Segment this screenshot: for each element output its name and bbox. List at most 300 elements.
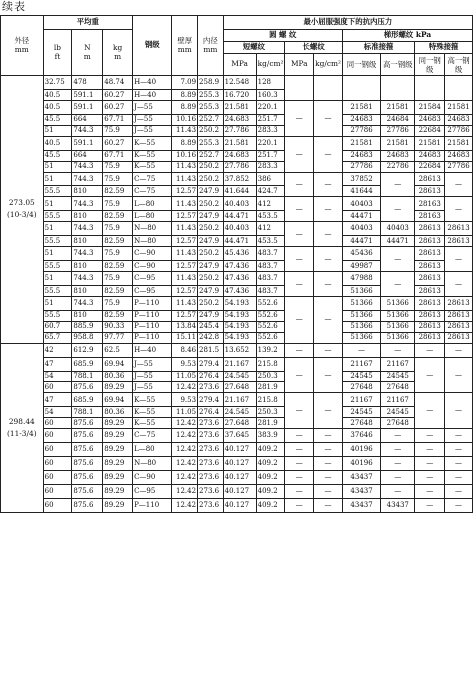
cell-special-same: 21584 — [415, 100, 445, 114]
cell-special-higher — [445, 76, 473, 101]
cell-long-mpa: — — [285, 484, 314, 498]
cell-lbft: 60.7 — [43, 321, 72, 332]
header-special-coupling: 特殊接箍 — [415, 42, 473, 54]
cell-std-higher: 27648 — [381, 382, 415, 393]
cell-short-mpa: 40.127 — [223, 498, 256, 512]
cell-kg-per-m: 75.9 — [103, 222, 133, 236]
cell-long-kgcm2: — — [314, 471, 343, 485]
cell-std-higher: 51366 — [381, 321, 415, 332]
cell-short-mpa: 44.471 — [223, 236, 256, 247]
cell-short-kgcm2: 483.7 — [256, 247, 285, 261]
cell-n-per-m: 810 — [72, 310, 103, 321]
cell-short-kgcm2: 453.5 — [256, 211, 285, 222]
cell-wall: 12.42 — [172, 429, 198, 443]
cell-long-mpa: — — [285, 272, 314, 297]
cell-wall: 11.43 — [172, 161, 198, 172]
cell-std-same: 44471 — [342, 211, 380, 222]
cell-n-per-m: 591.1 — [72, 136, 103, 150]
header-outer-diameter: 外径 mm — [1, 16, 44, 76]
outer-diameter-line: (11-3/4) — [7, 428, 37, 438]
cell-lbft: 60 — [43, 498, 72, 512]
cell-inner-diameter: 247.9 — [198, 211, 224, 222]
cell-wall: 11.43 — [172, 172, 198, 186]
cell-kg-per-m: 60.27 — [103, 89, 133, 100]
cell-std-same: 43437 — [342, 484, 380, 498]
cell-inner-diameter: 242.8 — [198, 332, 224, 343]
cell-n-per-m: 875.6 — [72, 471, 103, 485]
cell-wall: 9.53 — [172, 357, 198, 371]
table-row — [1, 457, 473, 471]
cell-short-kgcm2: 412 — [256, 222, 285, 236]
cell-n-per-m: 788.1 — [72, 371, 103, 382]
cell-wall: 8.89 — [172, 89, 198, 100]
cell-wall: 15.11 — [172, 332, 198, 343]
cell-kg-per-m: 75.9 — [103, 296, 133, 310]
cell-special-higher: — — [445, 272, 473, 297]
cell-std-higher: 51366 — [381, 296, 415, 310]
cell-grade: C—90 — [133, 471, 172, 485]
cell-special-same: 28163 — [415, 211, 445, 222]
cell-kg-per-m: 89.29 — [103, 443, 133, 457]
cell-short-kgcm2: 552.6 — [256, 310, 285, 321]
cell-short-kgcm2: 552.6 — [256, 332, 285, 343]
cell-std-higher: 21581 — [381, 136, 415, 150]
cell-special-higher: — — [445, 357, 473, 393]
table-row — [1, 382, 473, 393]
cell-special-same: — — [415, 498, 445, 512]
cell-wall: 11.43 — [172, 272, 198, 286]
cell-wall: 12.57 — [172, 236, 198, 247]
cell-short-mpa: 54.193 — [223, 296, 256, 310]
cell-grade: C—95 — [133, 272, 172, 286]
cell-lbft: 60 — [43, 457, 72, 471]
header-kgcm2-long: kg/cm² — [314, 54, 343, 76]
cell-wall: 10.16 — [172, 150, 198, 161]
cell-short-mpa: 27.648 — [223, 418, 256, 429]
cell-kg-per-m: 97.77 — [103, 332, 133, 343]
cell-short-mpa: 44.471 — [223, 211, 256, 222]
cell-short-mpa: 47.436 — [223, 261, 256, 272]
cell-long-kgcm2: — — [314, 197, 343, 222]
cell-special-higher: — — [445, 498, 473, 512]
cell-std-same: 51366 — [342, 296, 380, 310]
cell-std-higher — [381, 76, 415, 101]
cell-grade: N—80 — [133, 457, 172, 471]
cell-inner-diameter: 247.9 — [198, 261, 224, 272]
cell-grade: J—55 — [133, 382, 172, 393]
cell-short-mpa: 27.786 — [223, 161, 256, 172]
cell-special-same: 28613 — [415, 236, 445, 247]
cell-short-mpa: 21.167 — [223, 393, 256, 407]
cell-grade: C—75 — [133, 186, 172, 197]
header-higher-grade-special: 高一钢级 — [445, 54, 473, 76]
cell-wall: 12.42 — [172, 457, 198, 471]
cell-grade: J—55 — [133, 125, 172, 136]
cell-wall: 12.57 — [172, 310, 198, 321]
table-row — [1, 247, 473, 261]
cell-lbft: 51 — [43, 222, 72, 236]
cell-grade: P—110 — [133, 498, 172, 512]
table-row — [1, 76, 473, 90]
cell-wall: 12.42 — [172, 471, 198, 485]
table-row — [1, 418, 473, 429]
cell-lbft: 60 — [43, 429, 72, 443]
cell-std-same: 37852 — [342, 172, 380, 186]
cell-grade: L—80 — [133, 197, 172, 211]
cell-n-per-m: 744.3 — [72, 222, 103, 236]
cell-short-mpa: 16.720 — [223, 89, 256, 100]
cell-kg-per-m: 75.9 — [103, 272, 133, 286]
cell-short-mpa: 24.683 — [223, 150, 256, 161]
cell-kg-per-m: 82.59 — [103, 261, 133, 272]
cell-short-mpa: 12.548 — [223, 76, 256, 90]
cell-std-same: 24683 — [342, 150, 380, 161]
cell-long-mpa: — — [285, 100, 314, 136]
table-row — [1, 114, 473, 125]
cell-kg-per-m: 82.59 — [103, 310, 133, 321]
cell-short-kgcm2: 250.3 — [256, 407, 285, 418]
cell-special-same: 28613 — [415, 247, 445, 261]
cell-std-same: 51366 — [342, 310, 380, 321]
table-row — [1, 357, 473, 371]
cell-n-per-m: 744.3 — [72, 161, 103, 172]
cell-short-kgcm2: 409.2 — [256, 484, 285, 498]
cell-special-higher: — — [445, 343, 473, 357]
cell-std-higher: 24683 — [381, 150, 415, 161]
header-std-coupling: 标准接箍 — [342, 42, 414, 54]
cell-short-mpa: 41.644 — [223, 186, 256, 197]
cell-std-same: 40196 — [342, 443, 380, 457]
cell-n-per-m: 875.6 — [72, 429, 103, 443]
cell-n-per-m: 685.9 — [72, 393, 103, 407]
cell-grade: P—110 — [133, 296, 172, 310]
cell-std-same: 21581 — [342, 136, 380, 150]
cell-long-kgcm2: — — [314, 100, 343, 136]
cell-n-per-m: 875.6 — [72, 457, 103, 471]
cell-std-same: 37646 — [342, 429, 380, 443]
cell-std-higher: 21167 — [381, 357, 415, 371]
cell-std-higher: — — [381, 247, 415, 272]
cell-long-mpa: — — [285, 136, 314, 172]
cell-long-mpa — [285, 76, 314, 101]
cell-special-same: 28613 — [415, 186, 445, 197]
cell-kg-per-m: 82.59 — [103, 186, 133, 197]
cell-special-higher: 21581 — [445, 100, 473, 114]
continued-label: 续表 — [2, 0, 26, 13]
cell-lbft: 55.5 — [43, 310, 72, 321]
cell-wall: 12.57 — [172, 285, 198, 296]
cell-kg-per-m: 69.94 — [103, 393, 133, 407]
cell-special-same: — — [415, 393, 445, 429]
cell-long-mpa: — — [285, 457, 314, 471]
cell-short-kgcm2: 383.9 — [256, 429, 285, 443]
cell-lbft: 51 — [43, 172, 72, 186]
cell-special-same: 28613 — [415, 261, 445, 272]
cell-long-mpa: — — [285, 498, 314, 512]
cell-short-kgcm2: 552.6 — [256, 321, 285, 332]
cell-std-same: 44471 — [342, 236, 380, 247]
cell-inner-diameter: 250.2 — [198, 125, 224, 136]
cell-short-kgcm2: 220.1 — [256, 136, 285, 150]
cell-long-kgcm2: — — [314, 222, 343, 247]
cell-wall: 8.46 — [172, 343, 198, 357]
cell-std-same: 27786 — [342, 125, 380, 136]
cell-n-per-m: 875.6 — [72, 443, 103, 457]
cell-lbft: 51 — [43, 272, 72, 286]
cell-short-mpa: 40.403 — [223, 222, 256, 236]
cell-grade: P—110 — [133, 321, 172, 332]
cell-special-same: — — [415, 343, 445, 357]
cell-long-mpa: — — [285, 357, 314, 393]
cell-short-kgcm2: 250.3 — [256, 371, 285, 382]
table-row — [1, 343, 473, 357]
cell-special-higher: 28613 — [445, 236, 473, 247]
cell-std-same: 43437 — [342, 498, 380, 512]
cell-n-per-m: 591.1 — [72, 89, 103, 100]
cell-special-higher: 24683 — [445, 150, 473, 161]
cell-lbft: 51 — [43, 247, 72, 261]
cell-std-same: 51366 — [342, 285, 380, 296]
cell-wall: 12.57 — [172, 211, 198, 222]
outer-diameter-cell — [1, 343, 44, 512]
cell-short-kgcm2: 128 — [256, 76, 285, 90]
cell-grade: J—55 — [133, 371, 172, 382]
cell-n-per-m: 744.3 — [72, 272, 103, 286]
cell-wall: 11.05 — [172, 371, 198, 382]
cell-grade: H—40 — [133, 76, 172, 90]
cell-long-mpa: — — [285, 296, 314, 343]
cell-kg-per-m: 62.5 — [103, 343, 133, 357]
table-row — [1, 471, 473, 485]
table-row — [1, 125, 473, 136]
cell-std-higher: 21167 — [381, 393, 415, 407]
cell-short-mpa: 45.436 — [223, 247, 256, 261]
cell-long-mpa: — — [285, 222, 314, 247]
cell-grade: J—55 — [133, 357, 172, 371]
cell-special-same — [415, 76, 445, 101]
cell-short-kgcm2: 483.7 — [256, 261, 285, 272]
cell-short-mpa: 54.193 — [223, 332, 256, 343]
cell-lbft: 60 — [43, 471, 72, 485]
cell-lbft: 32.75 — [43, 76, 72, 90]
cell-kg-per-m: 89.29 — [103, 498, 133, 512]
cell-inner-diameter: 279.4 — [198, 357, 224, 371]
cell-wall: 12.57 — [172, 261, 198, 272]
cell-lbft: 51 — [43, 161, 72, 172]
cell-wall: 11.43 — [172, 247, 198, 261]
header-same-grade-std: 同一钢级 — [342, 54, 380, 76]
cell-lbft: 42 — [43, 343, 72, 357]
cell-std-same: 21167 — [342, 393, 380, 407]
table-row — [1, 484, 473, 498]
cell-wall: 11.43 — [172, 222, 198, 236]
cell-short-kgcm2: 552.6 — [256, 296, 285, 310]
cell-n-per-m: 591.1 — [72, 100, 103, 114]
cell-lbft: 45.5 — [43, 150, 72, 161]
header-unit-weight: 平均重 — [43, 16, 132, 30]
cell-special-higher: — — [445, 393, 473, 429]
header-long-thread: 长螺纹 — [285, 42, 343, 54]
cell-long-mpa: — — [285, 197, 314, 222]
cell-grade: H—40 — [133, 89, 172, 100]
cell-n-per-m: 744.3 — [72, 172, 103, 186]
cell-kg-per-m: 67.71 — [103, 150, 133, 161]
table-row — [1, 371, 473, 382]
cell-inner-diameter: 245.4 — [198, 321, 224, 332]
cell-special-same: 22684 — [415, 161, 445, 172]
cell-kg-per-m: 80.36 — [103, 407, 133, 418]
cell-n-per-m: 744.3 — [72, 125, 103, 136]
cell-n-per-m: 664 — [72, 114, 103, 125]
table-row — [1, 172, 473, 186]
cell-std-higher: — — [381, 343, 415, 357]
cell-special-higher: — — [445, 484, 473, 498]
cell-short-kgcm2: 409.2 — [256, 498, 285, 512]
cell-std-higher: — — [381, 272, 415, 297]
header-round-thread: 圆 螺 纹 — [223, 30, 342, 42]
cell-wall: 12.42 — [172, 484, 198, 498]
cell-lbft: 65.7 — [43, 332, 72, 343]
cell-special-higher: 28613 — [445, 310, 473, 321]
cell-std-same: 21581 — [342, 100, 380, 114]
cell-inner-diameter: 273.6 — [198, 484, 224, 498]
cell-short-mpa: 27.648 — [223, 382, 256, 393]
cell-inner-diameter: 276.4 — [198, 407, 224, 418]
cell-std-higher: 51366 — [381, 310, 415, 321]
cell-special-same: 28613 — [415, 285, 445, 296]
cell-std-same: 49987 — [342, 261, 380, 272]
cell-wall: 8.89 — [172, 136, 198, 150]
cell-long-mpa: — — [285, 393, 314, 429]
cell-wall: 10.16 — [172, 114, 198, 125]
cell-special-same: 28613 — [415, 222, 445, 236]
cell-kg-per-m: 89.29 — [103, 471, 133, 485]
cell-lbft: 60 — [43, 443, 72, 457]
cell-lbft: 54 — [43, 407, 72, 418]
cell-inner-diameter: 279.4 — [198, 393, 224, 407]
cell-n-per-m: 810 — [72, 186, 103, 197]
cell-std-higher: — — [381, 172, 415, 197]
table-row — [1, 321, 473, 332]
cell-wall: 12.42 — [172, 443, 198, 457]
cell-kg-per-m: 89.29 — [103, 484, 133, 498]
cell-short-kgcm2: 409.2 — [256, 471, 285, 485]
cell-short-kgcm2: 251.7 — [256, 114, 285, 125]
cell-long-mpa: — — [285, 429, 314, 443]
cell-std-same: 24545 — [342, 407, 380, 418]
cell-std-same: 27648 — [342, 418, 380, 429]
cell-lbft: 60 — [43, 484, 72, 498]
cell-wall: 12.42 — [172, 418, 198, 429]
header-higher-grade-std: 高一钢级 — [381, 54, 415, 76]
cell-std-higher: 24545 — [381, 371, 415, 382]
cell-lbft: 60 — [43, 382, 72, 393]
cell-std-higher: — — [381, 484, 415, 498]
cell-std-same — [342, 76, 380, 101]
cell-lbft: 55.5 — [43, 186, 72, 197]
header-wall: 壁厚 mm — [172, 16, 198, 76]
casing-data-table — [0, 15, 473, 513]
cell-short-kgcm2: 283.3 — [256, 125, 285, 136]
cell-lbft: 45.5 — [43, 114, 72, 125]
cell-special-same: — — [415, 443, 445, 457]
cell-kg-per-m: 89.29 — [103, 429, 133, 443]
cell-special-same: 28613 — [415, 296, 445, 310]
cell-special-same: 22684 — [415, 125, 445, 136]
cell-short-mpa: 47.436 — [223, 272, 256, 286]
cell-std-same: 24683 — [342, 114, 380, 125]
cell-special-higher: — — [445, 471, 473, 485]
cell-n-per-m: 875.6 — [72, 484, 103, 498]
cell-lbft: 60 — [43, 418, 72, 429]
cell-lbft: 47 — [43, 393, 72, 407]
cell-long-kgcm2: — — [314, 296, 343, 343]
header-short-thread: 短螺纹 — [223, 42, 285, 54]
cell-inner-diameter: 273.6 — [198, 471, 224, 485]
cell-short-mpa: 40.127 — [223, 457, 256, 471]
cell-grade: K—55 — [133, 393, 172, 407]
cell-long-kgcm2: — — [314, 136, 343, 172]
cell-std-higher: — — [381, 457, 415, 471]
cell-lbft: 47 — [43, 357, 72, 371]
cell-special-same: 24683 — [415, 150, 445, 161]
cell-special-higher: 24683 — [445, 114, 473, 125]
cell-long-mpa: — — [285, 247, 314, 272]
cell-wall: 7.09 — [172, 76, 198, 90]
table-row — [1, 197, 473, 211]
cell-short-kgcm2: 412 — [256, 197, 285, 211]
cell-special-higher: 28613 — [445, 296, 473, 310]
cell-lbft: 40.5 — [43, 100, 72, 114]
cell-special-higher: 28613 — [445, 332, 473, 343]
cell-kg-per-m: 69.94 — [103, 357, 133, 371]
cell-special-higher: 27786 — [445, 125, 473, 136]
cell-lbft: 51 — [43, 197, 72, 211]
cell-std-same: — — [342, 343, 380, 357]
cell-short-mpa: 24.545 — [223, 407, 256, 418]
cell-inner-diameter: 250.2 — [198, 296, 224, 310]
cell-short-mpa: 21.167 — [223, 357, 256, 371]
cell-grade: K—55 — [133, 161, 172, 172]
cell-n-per-m: 685.9 — [72, 357, 103, 371]
cell-n-per-m: 664 — [72, 150, 103, 161]
cell-grade: C—90 — [133, 261, 172, 272]
cell-short-kgcm2: 215.8 — [256, 393, 285, 407]
table-row — [1, 136, 473, 150]
cell-long-kgcm2 — [314, 76, 343, 101]
cell-lbft: 40.5 — [43, 136, 72, 150]
cell-short-mpa: 54.193 — [223, 310, 256, 321]
cell-lbft: 51 — [43, 125, 72, 136]
table-row — [1, 100, 473, 114]
cell-short-mpa: 21.581 — [223, 136, 256, 150]
cell-short-kgcm2: 409.2 — [256, 443, 285, 457]
cell-std-same: 40196 — [342, 457, 380, 471]
cell-lbft: 55.5 — [43, 285, 72, 296]
cell-kg-per-m: 75.9 — [103, 125, 133, 136]
cell-kg-per-m: 82.59 — [103, 211, 133, 222]
cell-std-same: 27786 — [342, 161, 380, 172]
cell-grade: L—80 — [133, 211, 172, 222]
cell-long-mpa: — — [285, 172, 314, 197]
cell-inner-diameter: 273.6 — [198, 443, 224, 457]
header-same-grade-special: 同一钢级 — [415, 54, 445, 76]
cell-kg-per-m: 90.33 — [103, 321, 133, 332]
cell-inner-diameter: 276.4 — [198, 371, 224, 382]
cell-short-mpa: 24.683 — [223, 114, 256, 125]
cell-grade: K—55 — [133, 136, 172, 150]
cell-inner-diameter: 250.2 — [198, 172, 224, 186]
